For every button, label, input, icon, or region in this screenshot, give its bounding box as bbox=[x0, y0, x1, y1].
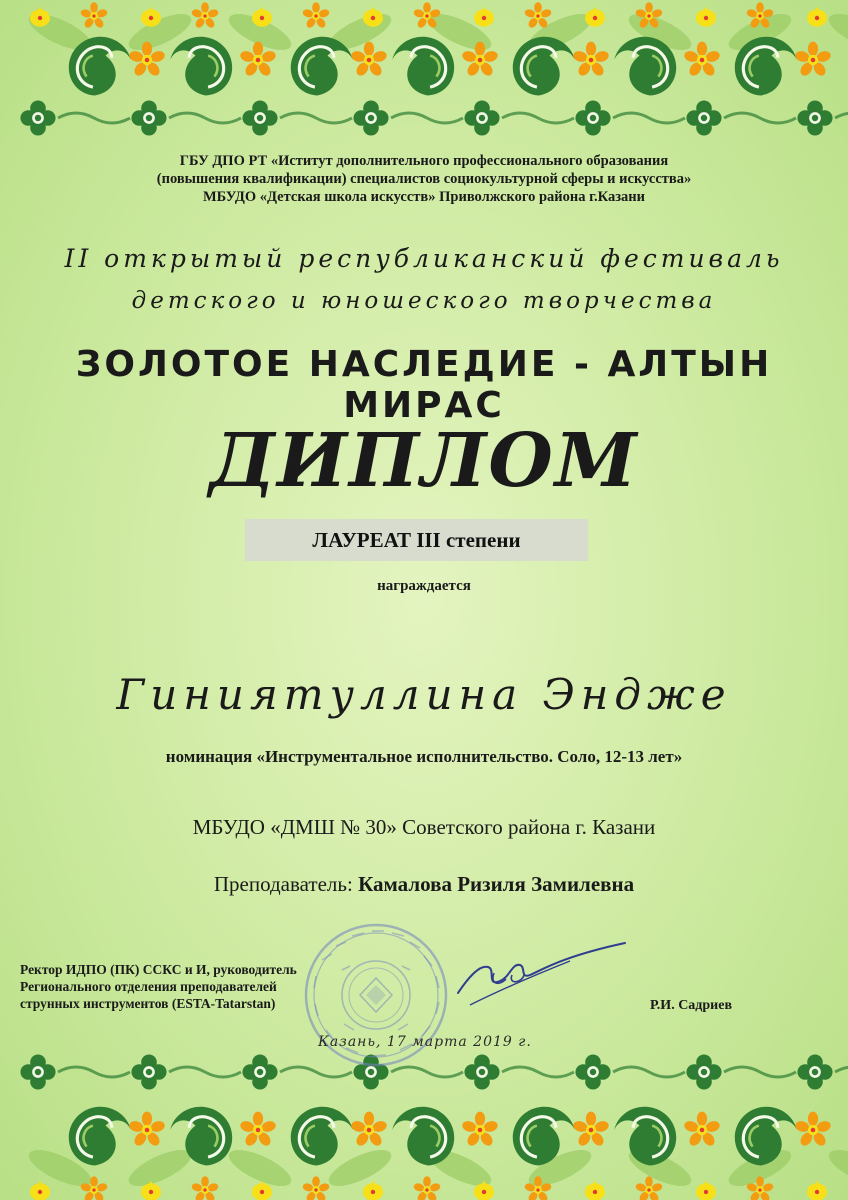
festival-line-2: детского и юношеского творчества bbox=[131, 288, 717, 314]
green-flower-icon bbox=[686, 100, 721, 135]
orange-flower-icon bbox=[794, 42, 832, 78]
green-flower-icon bbox=[131, 1054, 166, 1089]
yellow-tulip-icon bbox=[30, 1179, 50, 1200]
green-flower-icon bbox=[353, 100, 388, 135]
signatory-line-3: струнных инструментов (ESTA-Tatarstan) bbox=[20, 996, 276, 1011]
yellow-tulip-icon bbox=[585, 1179, 605, 1200]
yellow-tulip-icon bbox=[141, 5, 161, 27]
issuer-line-3: МБУДО «Детская школа искусств» Приволжского района г.Казани bbox=[202, 189, 646, 205]
paisley-leaf-icon bbox=[291, 1107, 353, 1166]
paisley-leaf-icon bbox=[392, 1107, 454, 1166]
green-flower-icon bbox=[575, 1054, 610, 1089]
yellow-tulip-icon bbox=[252, 5, 272, 27]
orange-flower-icon bbox=[572, 1112, 610, 1148]
awarded-text: награждается bbox=[377, 578, 471, 594]
paisley-leaf-icon bbox=[513, 37, 575, 96]
teacher-line bbox=[0, 872, 848, 897]
yellow-tulip-icon bbox=[807, 1179, 827, 1200]
orange-flower-icon bbox=[794, 1112, 832, 1148]
yellow-tulip-icon bbox=[363, 1179, 383, 1200]
signatory-line-1: Ректор ИДПО (ПК) ССКС и И, руководитель bbox=[20, 962, 297, 977]
green-flower-icon bbox=[464, 100, 499, 135]
paisley-leaf-icon bbox=[170, 37, 232, 96]
signatory-line-2: Регионального отделения преподавателей bbox=[20, 979, 277, 994]
issuer-line-1: ГБУ ДПО РТ «Иститут дополнительного профессионального образования bbox=[179, 153, 669, 169]
document-title: ДИПЛОМ bbox=[209, 418, 639, 504]
orange-flower-icon bbox=[80, 2, 109, 29]
yellow-tulip-icon bbox=[585, 5, 605, 27]
ornament-band-top bbox=[0, 0, 848, 150]
yellow-tulip-icon bbox=[696, 1179, 716, 1200]
green-flower-icon bbox=[464, 1054, 499, 1089]
paisley-leaf-icon bbox=[291, 37, 353, 96]
signatory-block bbox=[20, 961, 420, 1012]
orange-flower-icon bbox=[683, 1112, 721, 1148]
orange-flower-icon bbox=[302, 2, 331, 29]
orange-flower-icon bbox=[413, 1176, 442, 1200]
issuer-block bbox=[0, 152, 848, 206]
paisley-leaf-icon bbox=[614, 1107, 676, 1166]
green-flower-icon bbox=[686, 1054, 721, 1089]
nomination: номинация «Инструментальное исполнительство. Соло, 12-13 лет» bbox=[165, 747, 683, 766]
paisley-leaf-icon bbox=[69, 1107, 131, 1166]
festival-line-1: II открытый республиканский фестиваль bbox=[64, 244, 784, 273]
teacher-label: Преподаватель: bbox=[213, 872, 353, 896]
ornament-band-bottom bbox=[0, 1050, 848, 1200]
orange-flower-icon bbox=[239, 1112, 277, 1148]
laureate-badge: ЛАУРЕАТ III степени bbox=[245, 519, 588, 561]
green-flower-icon bbox=[20, 1054, 55, 1089]
green-flower-icon bbox=[797, 100, 832, 135]
recipient-name: Гиниятуллина Эндже bbox=[116, 670, 732, 719]
orange-flower-icon bbox=[572, 42, 610, 78]
yellow-tulip-icon bbox=[807, 5, 827, 27]
school-name: МБУДО «ДМШ № 30» Советского района г. Казани bbox=[192, 815, 656, 839]
green-flower-icon bbox=[20, 100, 55, 135]
orange-flower-icon bbox=[128, 1112, 166, 1148]
green-flower-icon bbox=[797, 1054, 832, 1089]
yellow-tulip-icon bbox=[474, 5, 494, 27]
green-flower-icon bbox=[242, 1054, 277, 1089]
issuer-line-2: (повышения квалификации) специалистов социокультурной сферы и искусства» bbox=[156, 171, 692, 187]
green-flower-icon bbox=[131, 100, 166, 135]
yellow-tulip-icon bbox=[696, 5, 716, 27]
paisley-leaf-icon bbox=[392, 37, 454, 96]
signatory-name: Р.И. Садриев bbox=[650, 998, 733, 1013]
green-flower-icon bbox=[242, 100, 277, 135]
orange-flower-icon bbox=[191, 2, 220, 29]
orange-flower-icon bbox=[350, 42, 388, 78]
orange-flower-icon bbox=[350, 1112, 388, 1148]
teacher-name: Камалова Ризиля Замилевна bbox=[358, 872, 635, 896]
festival-name: ЗОЛОТОЕ НАСЛЕДИЕ - АЛТЫН МИРАС bbox=[75, 344, 773, 426]
issue-date: Казань, 17 марта 2019 г. bbox=[318, 1034, 532, 1050]
orange-flower-icon bbox=[191, 1176, 220, 1200]
yellow-tulip-icon bbox=[363, 5, 383, 27]
green-flower-icon bbox=[575, 100, 610, 135]
orange-flower-icon bbox=[302, 1176, 331, 1200]
handwritten-signature bbox=[440, 935, 635, 1015]
orange-flower-icon bbox=[461, 1112, 499, 1148]
yellow-tulip-icon bbox=[30, 5, 50, 27]
